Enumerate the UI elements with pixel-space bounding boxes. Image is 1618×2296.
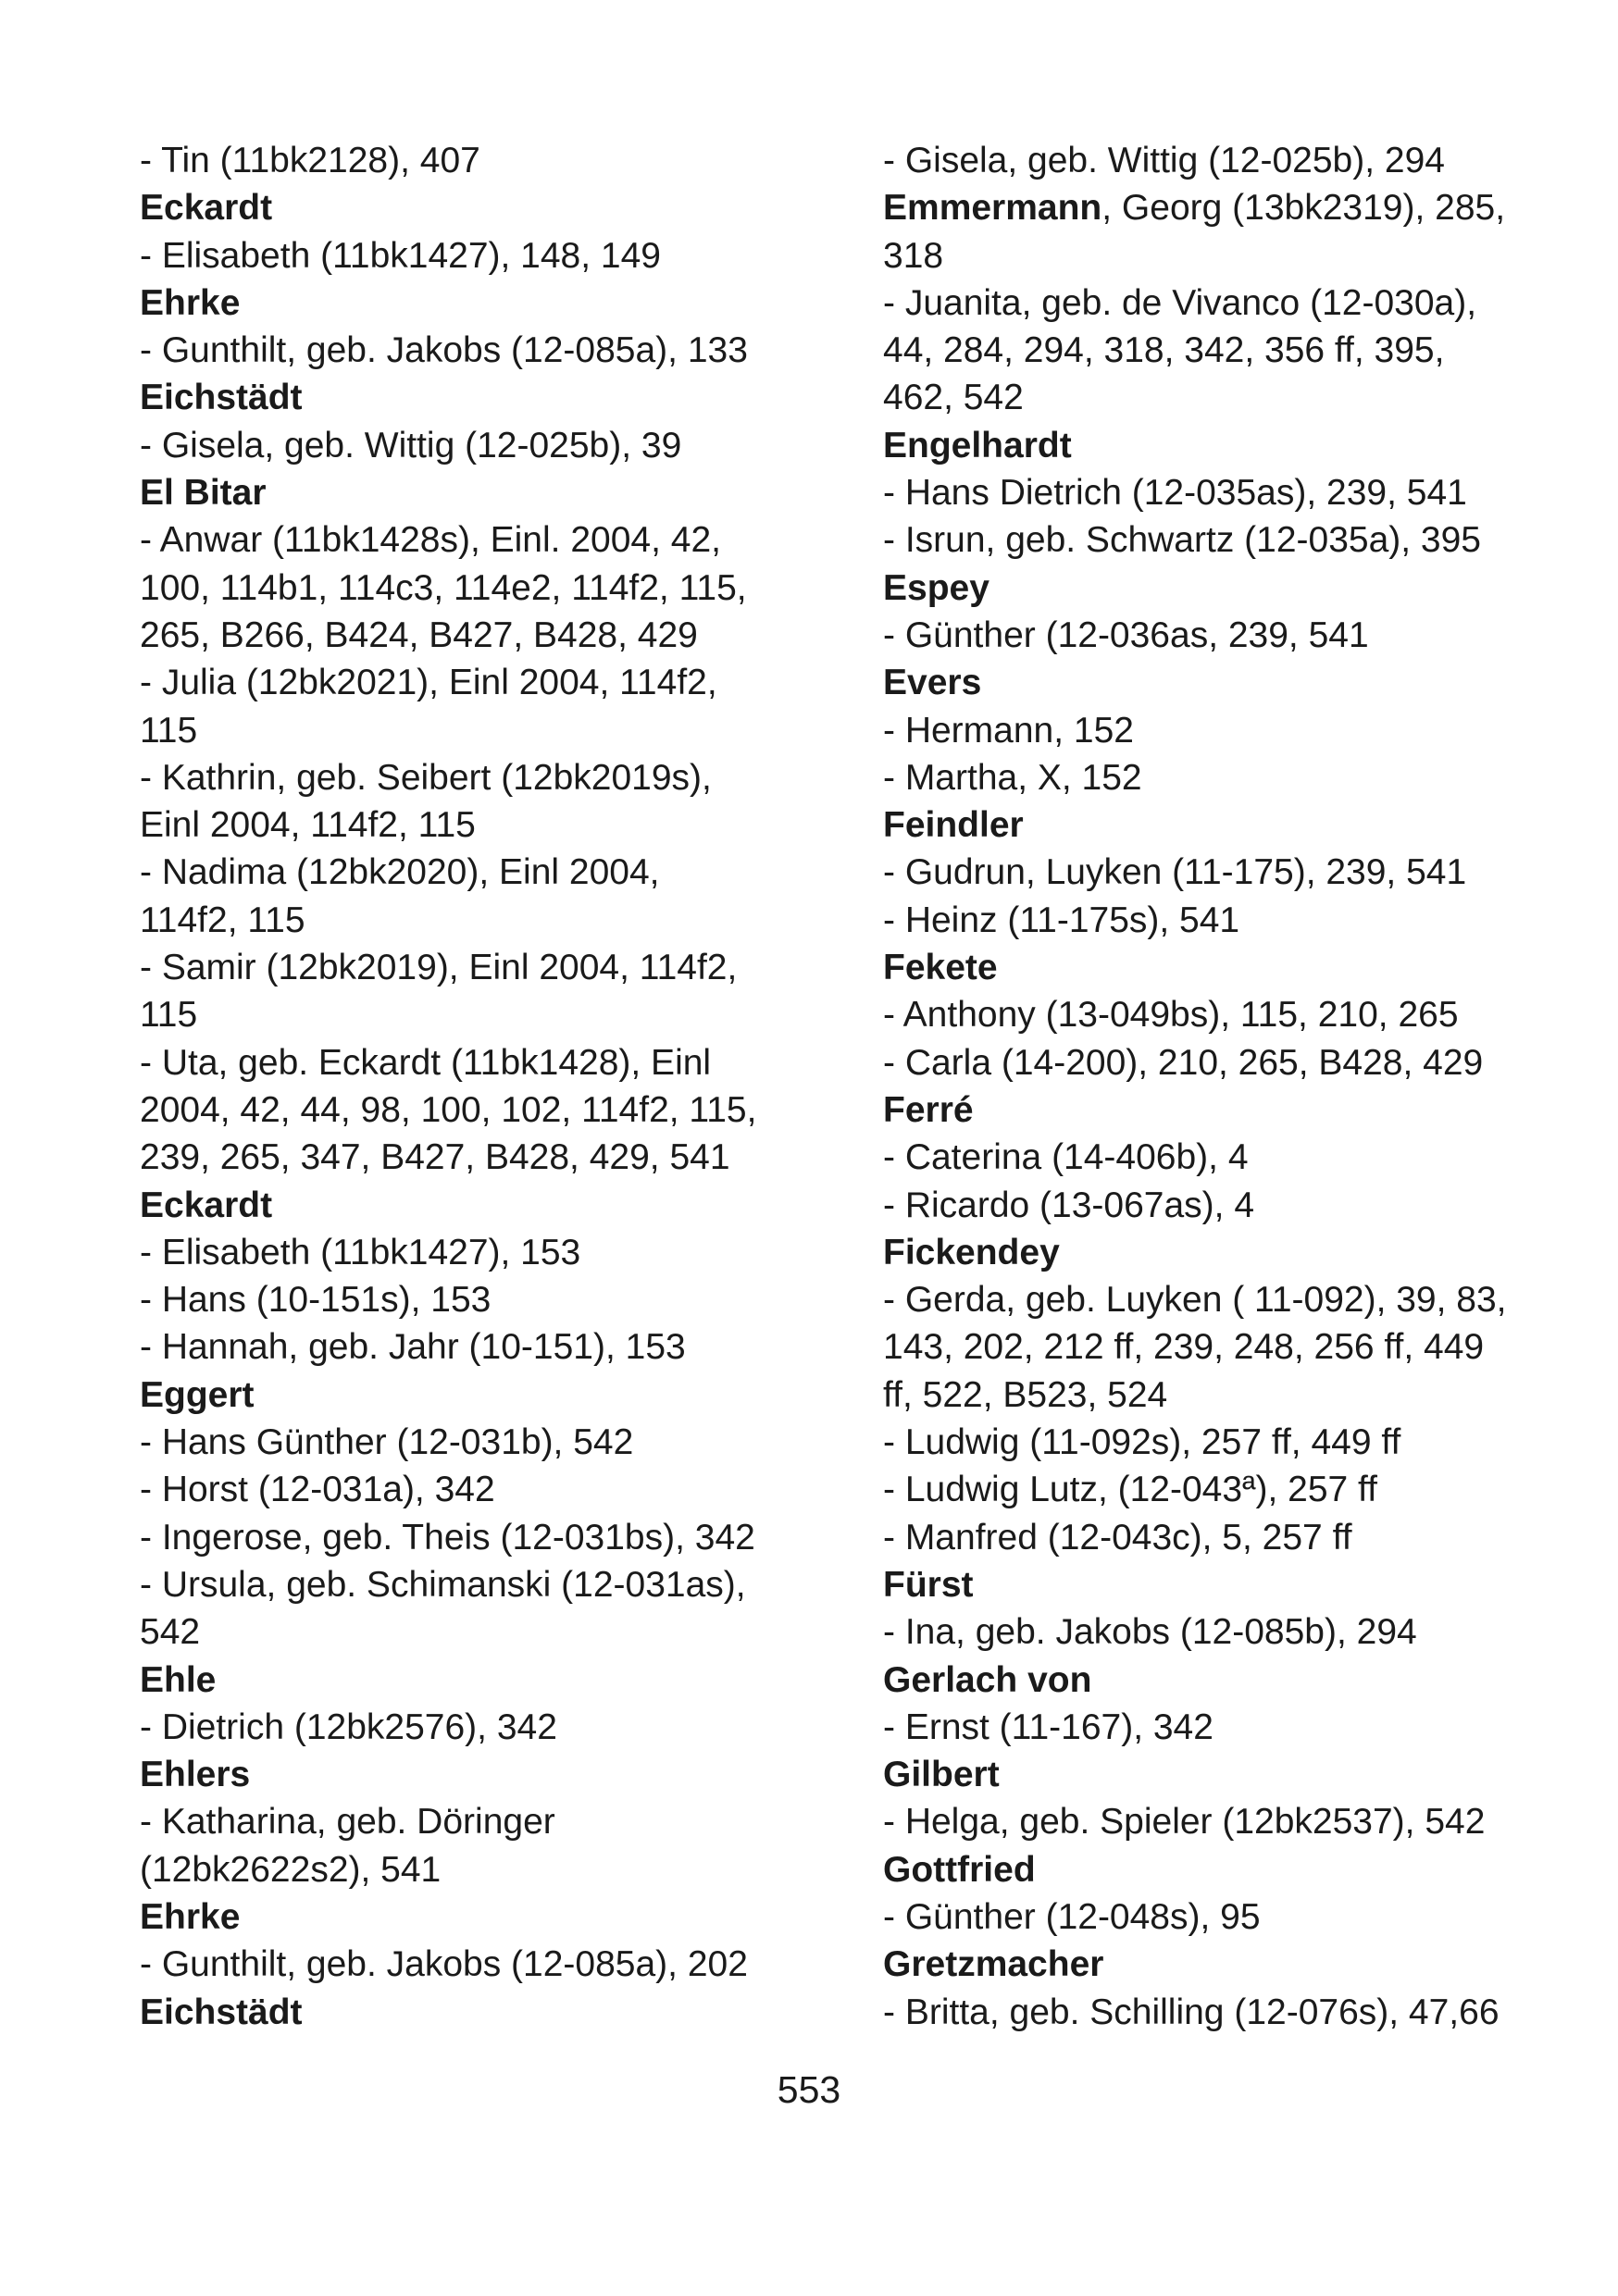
entry-text: - Ludwig Lutz, (12-043ª), 257 ff <box>883 1470 1378 1510</box>
entry-text: - Ingerose, geb. Theis (12-031bs), 342 <box>140 1517 755 1558</box>
entry-text: 542 <box>140 1612 201 1653</box>
index-surname-heading <box>883 1846 1522 1893</box>
surname-text: Ehrke <box>140 282 241 323</box>
index-surname-heading <box>140 1893 788 1941</box>
entry-text: - Uta, geb. Eckardt (11bk1428), Einl <box>140 1042 712 1083</box>
entry-text: - Gunthilt, geb. Jakobs (12-085a), 202 <box>140 1944 748 1985</box>
entry-text: - Tin (11bk2128), 407 <box>140 141 480 180</box>
entry-text: - Ricardo (13-067as), 4 <box>883 1185 1255 1225</box>
index-entry <box>883 754 1522 801</box>
index-surname-heading <box>140 184 788 231</box>
surname-text: Engelhardt <box>883 425 1072 465</box>
index-entry <box>140 801 788 849</box>
entry-text: 239, 265, 347, B427, B428, 429, 541 <box>140 1137 730 1178</box>
index-surname-heading <box>140 374 788 421</box>
index-surname-heading <box>883 1941 1522 1988</box>
index-entry <box>140 565 788 612</box>
surname-text: Eckardt <box>140 1185 273 1225</box>
index-entry <box>140 422 788 469</box>
entry-text: ff, 522, B523, 524 <box>883 1374 1168 1415</box>
surname-text: Fürst <box>883 1564 974 1605</box>
surname-text: Evers <box>883 663 982 703</box>
entry-text: - Julia (12bk2021), Einl 2004, 114f2, <box>140 663 717 703</box>
index-entry <box>140 1466 788 1513</box>
index-entry <box>883 1704 1522 1751</box>
entry-text: - Juanita, geb. de Vivanco (12-030a), <box>883 282 1477 323</box>
index-entry <box>883 707 1522 754</box>
index-entry <box>140 1039 788 1086</box>
index-entry <box>883 1182 1522 1229</box>
index-surname-heading <box>140 469 788 516</box>
entry-text: - Hans (10-151s), 153 <box>140 1280 492 1321</box>
entry-text: - Samir (12bk2019), Einl 2004, 114f2, <box>140 948 738 988</box>
entry-text: - Martha, X, 152 <box>883 757 1142 798</box>
surname-text: Emmermann <box>883 188 1102 229</box>
index-entry <box>140 1323 788 1371</box>
surname-text: Ehrke <box>140 1896 241 1937</box>
surname-text: Ferré <box>883 1089 974 1130</box>
index-entry <box>883 279 1522 327</box>
index-entry <box>883 1039 1522 1086</box>
entry-text: - Caterina (14-406b), 4 <box>883 1137 1249 1178</box>
entry-text: - Dietrich (12bk2576), 342 <box>140 1706 557 1747</box>
index-entry <box>140 991 788 1038</box>
index-entry <box>140 612 788 659</box>
surname-text: Gerlach von <box>883 1659 1092 1700</box>
entry-text: - Britta, geb. Schilling (12-076s), 47,66 <box>883 1992 1500 2032</box>
entry-text: - Isrun, geb. Schwartz (12-035a), 395 <box>883 520 1481 561</box>
entry-text: (12bk2622s2), 541 <box>140 1849 442 1890</box>
index-entry <box>140 1608 788 1656</box>
entry-text: - Günther (12-036as, 239, 541 <box>883 614 1369 655</box>
entry-text: - Elisabeth (11bk1427), 153 <box>140 1232 581 1272</box>
index-surname-heading <box>883 659 1522 706</box>
index-surname-heading <box>140 279 788 327</box>
entry-text: - Hans Günther (12-031b), 542 <box>140 1422 634 1463</box>
index-entry <box>883 1989 1522 2036</box>
index-entry <box>140 1419 788 1466</box>
index-entry <box>140 1086 788 1134</box>
surname-text: Fekete <box>883 948 998 988</box>
entry-text: 115 <box>140 710 198 751</box>
entry-text: - Ina, geb. Jakobs (12-085b), 294 <box>883 1612 1417 1653</box>
entry-text: - Gerda, geb. Luyken ( 11-092), 39, 83, <box>883 1280 1507 1321</box>
index-entry <box>140 137 788 184</box>
page-number: 553 <box>777 2068 841 2111</box>
entry-text: - Hans Dietrich (12-035as), 239, 541 <box>883 473 1467 514</box>
entry-text: - Kathrin, geb. Seibert (12bk2019s), <box>140 757 712 798</box>
index-column-right <box>883 137 1522 2036</box>
index-entry <box>140 659 788 706</box>
index-entry <box>883 374 1522 421</box>
index-surname-heading <box>883 565 1522 612</box>
surname-text: Gottfried <box>883 1849 1036 1890</box>
entry-text: - Hermann, 152 <box>883 710 1134 751</box>
index-entry <box>883 1514 1522 1561</box>
index-surname-heading <box>883 422 1522 469</box>
entry-text: - Manfred (12-043c), 5, 257 ff <box>883 1517 1352 1558</box>
surname-text: Eckardt <box>140 188 273 229</box>
index-entry <box>140 327 788 374</box>
surname-text: Ehlers <box>140 1755 251 1795</box>
entry-text: - Anwar (11bk1428s), Einl. 2004, 42, <box>140 520 721 561</box>
index-column-left <box>140 137 788 2036</box>
index-entry <box>883 137 1522 184</box>
index-entry <box>140 1276 788 1323</box>
index-surname-heading <box>883 1751 1522 1798</box>
entry-text: - Helga, geb. Spieler (12bk2537), 542 <box>883 1802 1486 1843</box>
surname-text: El Bitar <box>140 473 267 514</box>
index-entry <box>140 1229 788 1276</box>
entry-text: - Nadima (12bk2020), Einl 2004, <box>140 852 660 893</box>
index-entry <box>883 849 1522 896</box>
entry-text: - Horst (12-031a), 342 <box>140 1470 495 1510</box>
entry-text: - Ludwig (11-092s), 257 ff, 449 ff <box>883 1422 1401 1463</box>
entry-text: - Ernst (11-167), 342 <box>883 1706 1214 1747</box>
index-entry <box>883 1134 1522 1181</box>
index-entry <box>140 754 788 801</box>
entry-text: 100, 114b1, 114c3, 114e2, 114f2, 115, <box>140 567 747 608</box>
surname-text: Fickendey <box>883 1232 1060 1272</box>
index-surname-heading <box>140 1182 788 1229</box>
entry-text: 114f2, 115 <box>140 900 305 940</box>
entry-text: 2004, 42, 44, 98, 100, 102, 114f2, 115, <box>140 1089 757 1130</box>
index-entry <box>140 1941 788 1988</box>
index-entry <box>883 1419 1522 1466</box>
index-surname-heading <box>883 1229 1522 1276</box>
index-entry <box>140 1514 788 1561</box>
index-surname-heading <box>883 1086 1522 1134</box>
index-entry <box>883 1466 1522 1513</box>
index-entry <box>140 1798 788 1845</box>
entry-text: 462, 542 <box>883 378 1024 418</box>
entry-text: - Katharina, geb. Döringer <box>140 1802 555 1843</box>
index-entry <box>140 944 788 991</box>
index-surname-heading <box>140 1657 788 1704</box>
entry-text: - Ursula, geb. Schimanski (12-031as), <box>140 1564 746 1605</box>
index-entry <box>883 1893 1522 1941</box>
index-entry <box>883 232 1522 279</box>
index-entry <box>883 516 1522 564</box>
index-entry <box>140 1846 788 1893</box>
index-surname-heading <box>883 801 1522 849</box>
entry-text: - Elisabeth (11bk1427), 148, 149 <box>140 235 661 276</box>
entry-text: - Heinz (11-175s), 541 <box>883 900 1240 940</box>
index-entry <box>883 469 1522 516</box>
index-surname-heading <box>883 1657 1522 1704</box>
index-entry <box>883 1323 1522 1371</box>
index-entry <box>883 612 1522 659</box>
entry-text: - Anthony (13-049bs), 115, 210, 265 <box>883 995 1459 1036</box>
index-entry <box>883 1371 1522 1419</box>
surname-text: Feindler <box>883 805 1024 846</box>
surname-text: Eichstädt <box>140 378 303 418</box>
index-surname-heading <box>883 1561 1522 1608</box>
entry-text: 44, 284, 294, 318, 342, 356 ff, 395, <box>883 330 1445 371</box>
index-entry <box>883 1798 1522 1845</box>
index-entry <box>140 1704 788 1751</box>
entry-text: - Hannah, geb. Jahr (10-151), 153 <box>140 1327 686 1368</box>
entry-text: - Gunthilt, geb. Jakobs (12-085a), 133 <box>140 330 748 371</box>
index-entry <box>883 327 1522 374</box>
index-entry <box>883 1276 1522 1323</box>
entry-suffix-text: , Georg (13bk2319), 285, <box>1101 188 1506 229</box>
entry-text: 143, 202, 212 ff, 239, 248, 256 ff, 449 <box>883 1327 1485 1368</box>
index-entry <box>883 897 1522 944</box>
index-entry <box>883 1608 1522 1656</box>
index-entry <box>140 849 788 896</box>
index-entry <box>140 707 788 754</box>
index-entry <box>140 1134 788 1181</box>
index-surname-heading <box>140 1989 788 2036</box>
index-surname-heading <box>883 184 1522 231</box>
entry-text: 265, B266, B424, B427, B428, 429 <box>140 614 698 655</box>
index-surname-heading <box>883 944 1522 991</box>
surname-text: Eichstädt <box>140 1992 303 2032</box>
surname-text: Gretzmacher <box>883 1944 1104 1985</box>
entry-text: Einl 2004, 114f2, 115 <box>140 805 476 846</box>
entry-text: 318 <box>883 235 944 276</box>
surname-text: Espey <box>883 567 989 608</box>
surname-text: Gilbert <box>883 1755 1000 1795</box>
entry-text: - Günther (12-048s), 95 <box>883 1896 1261 1937</box>
entry-text: - Gisela, geb. Wittig (12-025b), 294 <box>883 141 1445 180</box>
entry-text: 115 <box>140 995 198 1036</box>
index-surname-heading <box>140 1751 788 1798</box>
surname-text: Eggert <box>140 1374 255 1415</box>
entry-text: - Gisela, geb. Wittig (12-025b), 39 <box>140 425 682 465</box>
index-surname-heading <box>140 1371 788 1419</box>
index-entry <box>140 897 788 944</box>
entry-text: - Gudrun, Luyken (11-175), 239, 541 <box>883 852 1467 893</box>
index-entry <box>883 991 1522 1038</box>
index-entry <box>140 516 788 564</box>
entry-text: - Carla (14-200), 210, 265, B428, 429 <box>883 1042 1484 1083</box>
index-entry <box>140 232 788 279</box>
surname-text: Ehle <box>140 1659 217 1700</box>
index-entry <box>140 1561 788 1608</box>
